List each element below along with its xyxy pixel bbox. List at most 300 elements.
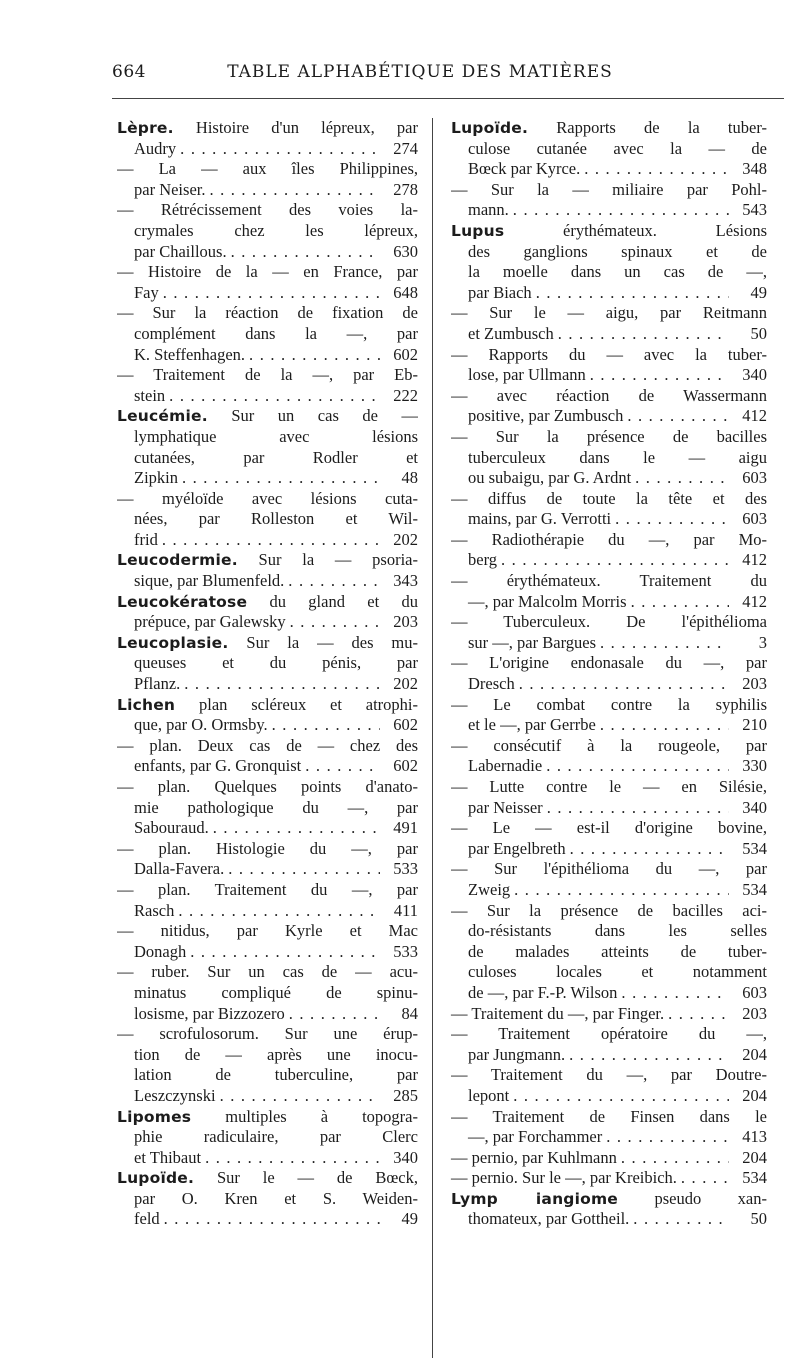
leader-dots	[590, 365, 729, 386]
entry-line	[451, 695, 767, 716]
entry-line	[117, 448, 418, 469]
leader-dots	[606, 1127, 729, 1148]
entry-line	[117, 303, 418, 324]
leader-dots	[213, 818, 380, 839]
entry-author: stein	[134, 385, 166, 405]
page-reference: 411	[393, 900, 418, 920]
entry-text: — Radiothérapie du —, par Mo-	[451, 529, 767, 549]
dotted-line	[117, 1086, 418, 1107]
leader-dots	[631, 592, 729, 613]
index-entry	[117, 777, 418, 839]
leader-dots	[164, 1209, 380, 1230]
index-entry	[451, 1189, 767, 1230]
index-entry	[117, 489, 418, 551]
entry-text: culoses locales et notamment	[468, 962, 767, 982]
entry-heading: Lichen	[117, 695, 176, 714]
entry-line	[451, 962, 767, 983]
dotted-line	[451, 509, 767, 530]
index-entry	[451, 1148, 767, 1169]
page-reference: 533	[393, 859, 418, 879]
entry-heading: Leucodermie.	[117, 551, 238, 570]
entry-author: par Neiser.	[134, 179, 206, 199]
entry-author: berg	[468, 550, 498, 570]
entry-line	[117, 983, 418, 1004]
entry-author: lose, par Ullmann	[468, 365, 586, 385]
page-reference: 48	[401, 468, 418, 488]
leader-dots	[627, 406, 729, 427]
entry-author: positive, par Zumbusch	[468, 406, 624, 426]
entry-text: — Rapports du — avec la tuber-	[451, 344, 767, 364]
dotted-line	[451, 674, 767, 695]
leader-dots	[272, 715, 380, 736]
dotted-line	[451, 1127, 767, 1148]
entry-line	[117, 880, 418, 901]
entry-heading: Lipomes	[117, 1107, 192, 1126]
dotted-line	[451, 200, 767, 221]
entry-text: — Traitement de la —, par Eb-	[117, 365, 418, 385]
dotted-line	[117, 283, 418, 304]
index-entry	[117, 695, 418, 736]
entry-line	[451, 180, 767, 201]
entry-line	[451, 859, 767, 880]
leader-dots	[182, 468, 380, 489]
index-entry	[117, 1107, 418, 1169]
leader-dots	[600, 715, 729, 736]
entry-text: — Histoire de la — en France, par	[117, 262, 418, 282]
entry-text: — Le — est-il d'origine bovine,	[451, 818, 767, 838]
entry-heading: Lupoïde.	[117, 1169, 195, 1188]
entry-author: thomateux, par Gottheil.	[468, 1209, 630, 1229]
entry-author: enfants, par G. Gronquist	[134, 756, 302, 776]
entry-text: — avec réaction de Wassermann	[451, 385, 767, 405]
leader-dots	[289, 1004, 380, 1025]
dotted-line	[451, 1086, 767, 1107]
page-reference: 203	[393, 612, 418, 632]
entry-line	[117, 962, 418, 983]
entry-text: — plan. Deux cas de — chez des	[117, 735, 418, 755]
page-reference: 534	[742, 879, 767, 899]
index-entry	[117, 921, 418, 962]
index-entry	[451, 386, 767, 427]
entry-author: frid	[134, 529, 158, 549]
leader-dots	[621, 983, 729, 1004]
page-reference: 648	[393, 282, 418, 302]
entry-text: — La — aux îles Philippines,	[117, 159, 418, 179]
entry-line	[117, 550, 418, 571]
index-entry	[451, 118, 767, 180]
index-entry	[451, 695, 767, 736]
entry-line	[117, 839, 418, 860]
leader-dots	[209, 180, 380, 201]
dotted-line	[451, 756, 767, 777]
page-reference: 202	[393, 529, 418, 549]
index-entry	[451, 427, 767, 489]
leader-dots	[501, 550, 729, 571]
entry-text: — Le combat contre la syphilis	[451, 694, 767, 714]
dotted-line	[117, 715, 418, 736]
entry-text: — plan. Traitement du —, par	[117, 879, 418, 899]
entry-text: phie radiculaire, par Clerc	[134, 1127, 418, 1147]
entry-author: par Engelbreth	[468, 838, 566, 858]
dotted-line	[451, 633, 767, 654]
entry-line	[117, 262, 418, 283]
entry-text: — L'origine endonasale du —, par	[451, 653, 767, 673]
right-column	[451, 118, 767, 1230]
dotted-line	[451, 798, 767, 819]
entry-text: — diffus de toute la tête et des	[451, 488, 767, 508]
index-entry	[117, 550, 418, 591]
page-reference: 285	[393, 1085, 418, 1105]
leader-dots	[163, 283, 380, 304]
index-entry	[451, 612, 767, 653]
page-reference: 274	[393, 138, 418, 158]
entry-author: et Zumbusch	[468, 323, 554, 343]
index-entry	[451, 818, 767, 859]
index-entry	[451, 859, 767, 900]
entry-text: plan scléreux et atrophi-	[175, 694, 418, 714]
page-reference: 491	[393, 818, 418, 838]
entry-line	[117, 221, 418, 242]
entry-author: sur —, par Bargues	[468, 632, 597, 652]
index-entry	[451, 736, 767, 777]
leader-dots	[519, 674, 729, 695]
dotted-line	[451, 839, 767, 860]
index-entry	[451, 345, 767, 386]
entry-text: des ganglions spinaux et de	[468, 241, 767, 261]
dotted-line	[451, 983, 767, 1004]
entry-author: Dresch	[468, 674, 515, 694]
page-reference: 602	[393, 344, 418, 364]
entry-author: — pernio. Sur le —, par Kreibich.	[451, 1168, 677, 1188]
leader-dots	[162, 530, 380, 551]
page-reference: 603	[742, 509, 767, 529]
entry-text: queuses et du pénis, par	[134, 653, 418, 673]
entry-text: — Rétrécissement des voies la-	[117, 200, 418, 220]
entry-author: — pernio, par Kuhlmann	[451, 1147, 617, 1167]
entry-text: — Sur la — miliaire par Pohl-	[451, 179, 767, 199]
page-reference: 630	[393, 241, 418, 261]
page-reference: 412	[742, 406, 767, 426]
dotted-line	[451, 1148, 767, 1169]
entry-text: Sur la — psoria-	[237, 550, 418, 570]
entry-text: par O. Kren et S. Weiden-	[134, 1188, 418, 1208]
entry-line	[117, 1189, 418, 1210]
index-entry	[117, 406, 418, 488]
dotted-line	[451, 1004, 767, 1025]
entry-line	[451, 1107, 767, 1128]
leader-dots	[288, 571, 380, 592]
running-title: TABLE ALPHABÉTIQUE DES MATIÈRES	[227, 62, 613, 82]
index-entry	[451, 489, 767, 530]
page-reference: 534	[742, 1168, 767, 1188]
entry-line	[117, 1065, 418, 1086]
entry-line	[117, 1127, 418, 1148]
index-entry	[117, 200, 418, 262]
entry-text: lymphatique avec lésions	[134, 426, 418, 446]
dotted-line	[117, 139, 418, 160]
entry-text: mie pathologique du —, par	[134, 797, 418, 817]
entry-text: crymales chez les lépreux,	[134, 220, 418, 240]
entry-author: —, par Forchammer	[468, 1127, 603, 1147]
entry-line	[451, 262, 767, 283]
entry-text: — ruber. Sur un cas de — acu-	[117, 962, 418, 982]
leader-dots	[184, 674, 380, 695]
index-entry	[117, 118, 418, 159]
entry-text: pseudo xan-	[618, 1188, 767, 1208]
entry-author: par Chaillous.	[134, 241, 227, 261]
entry-text: — Sur la présence de bacilles	[451, 426, 767, 446]
entry-author: Bœck par Kyrce.	[468, 159, 581, 179]
page-reference: 204	[742, 1044, 767, 1064]
entry-text: — Sur la présence de bacilles aci-	[451, 900, 767, 920]
index-entry	[451, 303, 767, 344]
entry-line	[117, 592, 418, 613]
entry-line	[451, 427, 767, 448]
entry-text: culose cutanée avec la — de	[468, 138, 767, 158]
index-entry	[117, 262, 418, 303]
index-entry	[451, 1004, 767, 1025]
entry-author: par Neisser	[468, 797, 543, 817]
entry-author: Fay	[134, 282, 159, 302]
page-reference: 340	[742, 365, 767, 385]
entry-heading: Lupoïde.	[451, 119, 529, 137]
dotted-line	[451, 550, 767, 571]
dotted-line	[117, 1148, 418, 1169]
dotted-line	[117, 530, 418, 551]
leader-dots	[228, 859, 380, 880]
entry-text: complément dans la —, par	[134, 323, 418, 343]
dotted-line	[117, 345, 418, 366]
entry-text: la moelle dans un cas de —,	[468, 262, 767, 282]
entry-author: Pflanz.	[134, 674, 181, 694]
entry-author: Zipkin	[134, 468, 178, 488]
index-entry	[451, 1107, 767, 1148]
dotted-line	[451, 283, 767, 304]
entry-line	[451, 118, 767, 139]
entry-line	[451, 1024, 767, 1045]
entry-text: érythémateux. Lésions	[504, 220, 767, 240]
dotted-line	[451, 406, 767, 427]
entry-text: — myéloïde avec lésions cuta-	[117, 488, 418, 508]
entry-line	[451, 303, 767, 324]
page-reference: 340	[393, 1147, 418, 1167]
entry-text: — Traitement de Finsen dans le	[451, 1106, 767, 1126]
entry-text: Rapports de la tuber-	[528, 118, 767, 137]
page-reference: 412	[742, 550, 767, 570]
entry-author: Dalla-Favera.	[134, 859, 225, 879]
entry-text: — scrofulosorum. Sur une érup-	[117, 1024, 418, 1044]
page-reference: 533	[393, 941, 418, 961]
left-column	[117, 118, 418, 1230]
entry-line	[117, 695, 418, 716]
entry-text: du gland et du	[247, 591, 418, 611]
entry-line	[117, 427, 418, 448]
dotted-line	[451, 1045, 767, 1066]
page-reference: 204	[742, 1085, 767, 1105]
entry-line	[451, 530, 767, 551]
entry-line	[117, 921, 418, 942]
entry-line	[451, 818, 767, 839]
entry-author: de —, par F.-P. Wilson	[468, 982, 618, 1002]
leader-dots	[615, 509, 729, 530]
dotted-line	[117, 674, 418, 695]
leader-dots	[180, 139, 380, 160]
entry-heading: Leucokératose	[117, 592, 248, 611]
entry-text: Sur la — des mu-	[228, 632, 418, 652]
leader-dots	[558, 324, 729, 345]
leader-dots	[635, 468, 729, 489]
page-reference: 50	[750, 323, 767, 343]
entry-line	[117, 118, 418, 139]
page-reference: 49	[750, 282, 767, 302]
entry-author: par Biach	[468, 282, 532, 302]
leader-dots	[305, 756, 380, 777]
entry-text: tion de — après une inocu-	[134, 1044, 418, 1064]
page-reference: 534	[742, 838, 767, 858]
leader-dots	[205, 1148, 380, 1169]
entry-line	[117, 653, 418, 674]
index-entry	[117, 1024, 418, 1106]
dotted-line	[451, 880, 767, 901]
entry-author: sique, par Blumenfeld.	[134, 571, 285, 591]
entry-line	[117, 1024, 418, 1045]
entry-line	[451, 489, 767, 510]
leader-dots	[290, 612, 380, 633]
entry-text: Sur un cas de —	[207, 406, 418, 426]
entry-author: que, par O. Ormsby.	[134, 715, 268, 735]
dotted-line	[451, 468, 767, 489]
leader-dots	[178, 901, 380, 922]
entry-heading: Lymp iangiome	[451, 1189, 619, 1208]
header-rule	[112, 98, 784, 99]
entry-text: de malades atteints de tuber-	[468, 941, 767, 961]
entry-line	[451, 571, 767, 592]
entry-line	[451, 386, 767, 407]
entry-author: feld	[134, 1209, 160, 1229]
entry-line	[117, 1045, 418, 1066]
dotted-line	[117, 571, 418, 592]
index-entry	[451, 1168, 767, 1189]
index-entry	[117, 365, 418, 406]
entry-text: cutanées, par Rodler et	[134, 447, 418, 467]
entry-line	[117, 798, 418, 819]
dotted-line	[117, 1004, 418, 1025]
entry-line	[451, 777, 767, 798]
page-reference: 412	[742, 591, 767, 611]
entry-line	[117, 489, 418, 510]
leader-dots	[513, 1086, 729, 1107]
index-entry	[451, 530, 767, 571]
entry-text: — Sur la réaction de fixation de	[117, 303, 418, 323]
entry-text: Sur le — de Bœck,	[194, 1168, 418, 1188]
page-reference: 222	[393, 385, 418, 405]
page-reference: 49	[401, 1209, 418, 1229]
index-entry	[117, 962, 418, 1024]
dotted-line	[451, 1209, 767, 1230]
index-entry	[117, 880, 418, 921]
entry-text: — Lutte contre le — en Silésie,	[451, 777, 767, 796]
leader-dots	[569, 1045, 729, 1066]
page-reference: 3	[758, 632, 767, 652]
page-reference: 203	[742, 674, 767, 694]
index-entry	[451, 180, 767, 221]
entry-line	[451, 612, 767, 633]
page-reference: 348	[742, 159, 767, 179]
dotted-line	[451, 159, 767, 180]
entry-line	[451, 736, 767, 757]
entry-author: lepont	[468, 1085, 510, 1105]
page-reference: 210	[742, 715, 767, 735]
page-reference: 602	[393, 756, 418, 776]
page-reference: 602	[393, 715, 418, 735]
page-reference: 202	[393, 674, 418, 694]
entry-author: par Jungmann.	[468, 1044, 566, 1064]
index-entry	[117, 1168, 418, 1230]
entry-line	[117, 736, 418, 757]
leader-dots	[190, 942, 380, 963]
page-reference: 603	[742, 468, 767, 488]
dotted-line	[451, 324, 767, 345]
dotted-line	[451, 715, 767, 736]
entry-line	[451, 921, 767, 942]
dotted-line	[117, 242, 418, 263]
entry-line	[117, 1168, 418, 1189]
entry-author: mains, par G. Verrotti	[468, 509, 612, 529]
index-entry	[451, 653, 767, 694]
entry-author: Donagh	[134, 941, 187, 961]
entry-text: do-résistants dans les selles	[468, 921, 767, 941]
entry-line	[117, 365, 418, 386]
entry-line	[117, 200, 418, 221]
entry-text: — Tuberculeux. De l'épithélioma	[451, 612, 767, 632]
entry-author: Rasch	[134, 900, 175, 920]
index-entry	[117, 839, 418, 880]
entry-author: et Thibaut	[134, 1147, 202, 1167]
dotted-line	[117, 942, 418, 963]
entry-text: — consécutif à la rougeole, par	[451, 735, 767, 755]
entry-text: nées, par Rolleston et Wil-	[134, 509, 418, 529]
entry-text: tuberculeux dans le — aigu	[468, 447, 767, 467]
leader-dots	[513, 200, 729, 221]
entry-line	[451, 1065, 767, 1086]
entry-author: Labernadie	[468, 756, 543, 776]
page-reference: 50	[750, 1209, 767, 1229]
leader-dots	[633, 1209, 729, 1230]
entry-text: — plan. Histologie du —, par	[117, 838, 418, 858]
leader-dots	[514, 880, 729, 901]
entry-author: Zweig	[468, 879, 511, 899]
dotted-line	[117, 818, 418, 839]
entry-text: — plan. Quelques points d'anato-	[117, 777, 418, 796]
index-entry	[451, 1024, 767, 1065]
leader-dots	[169, 386, 380, 407]
entry-text: lation de tuberculine, par	[134, 1065, 418, 1085]
page-reference: 543	[742, 200, 767, 220]
entry-line	[117, 633, 418, 654]
entry-heading: Lupus	[451, 221, 505, 240]
index-entry	[117, 736, 418, 777]
entry-text: minatus compliqué de spinu-	[134, 982, 418, 1002]
page-reference: 278	[393, 179, 418, 199]
dotted-line	[451, 365, 767, 386]
entry-line	[451, 139, 767, 160]
entry-author: losisme, par Bizzozero	[134, 1003, 285, 1023]
entry-line	[451, 345, 767, 366]
page-reference: 413	[742, 1127, 767, 1147]
leader-dots	[249, 345, 380, 366]
entry-line	[117, 324, 418, 345]
index-entry	[117, 633, 418, 695]
